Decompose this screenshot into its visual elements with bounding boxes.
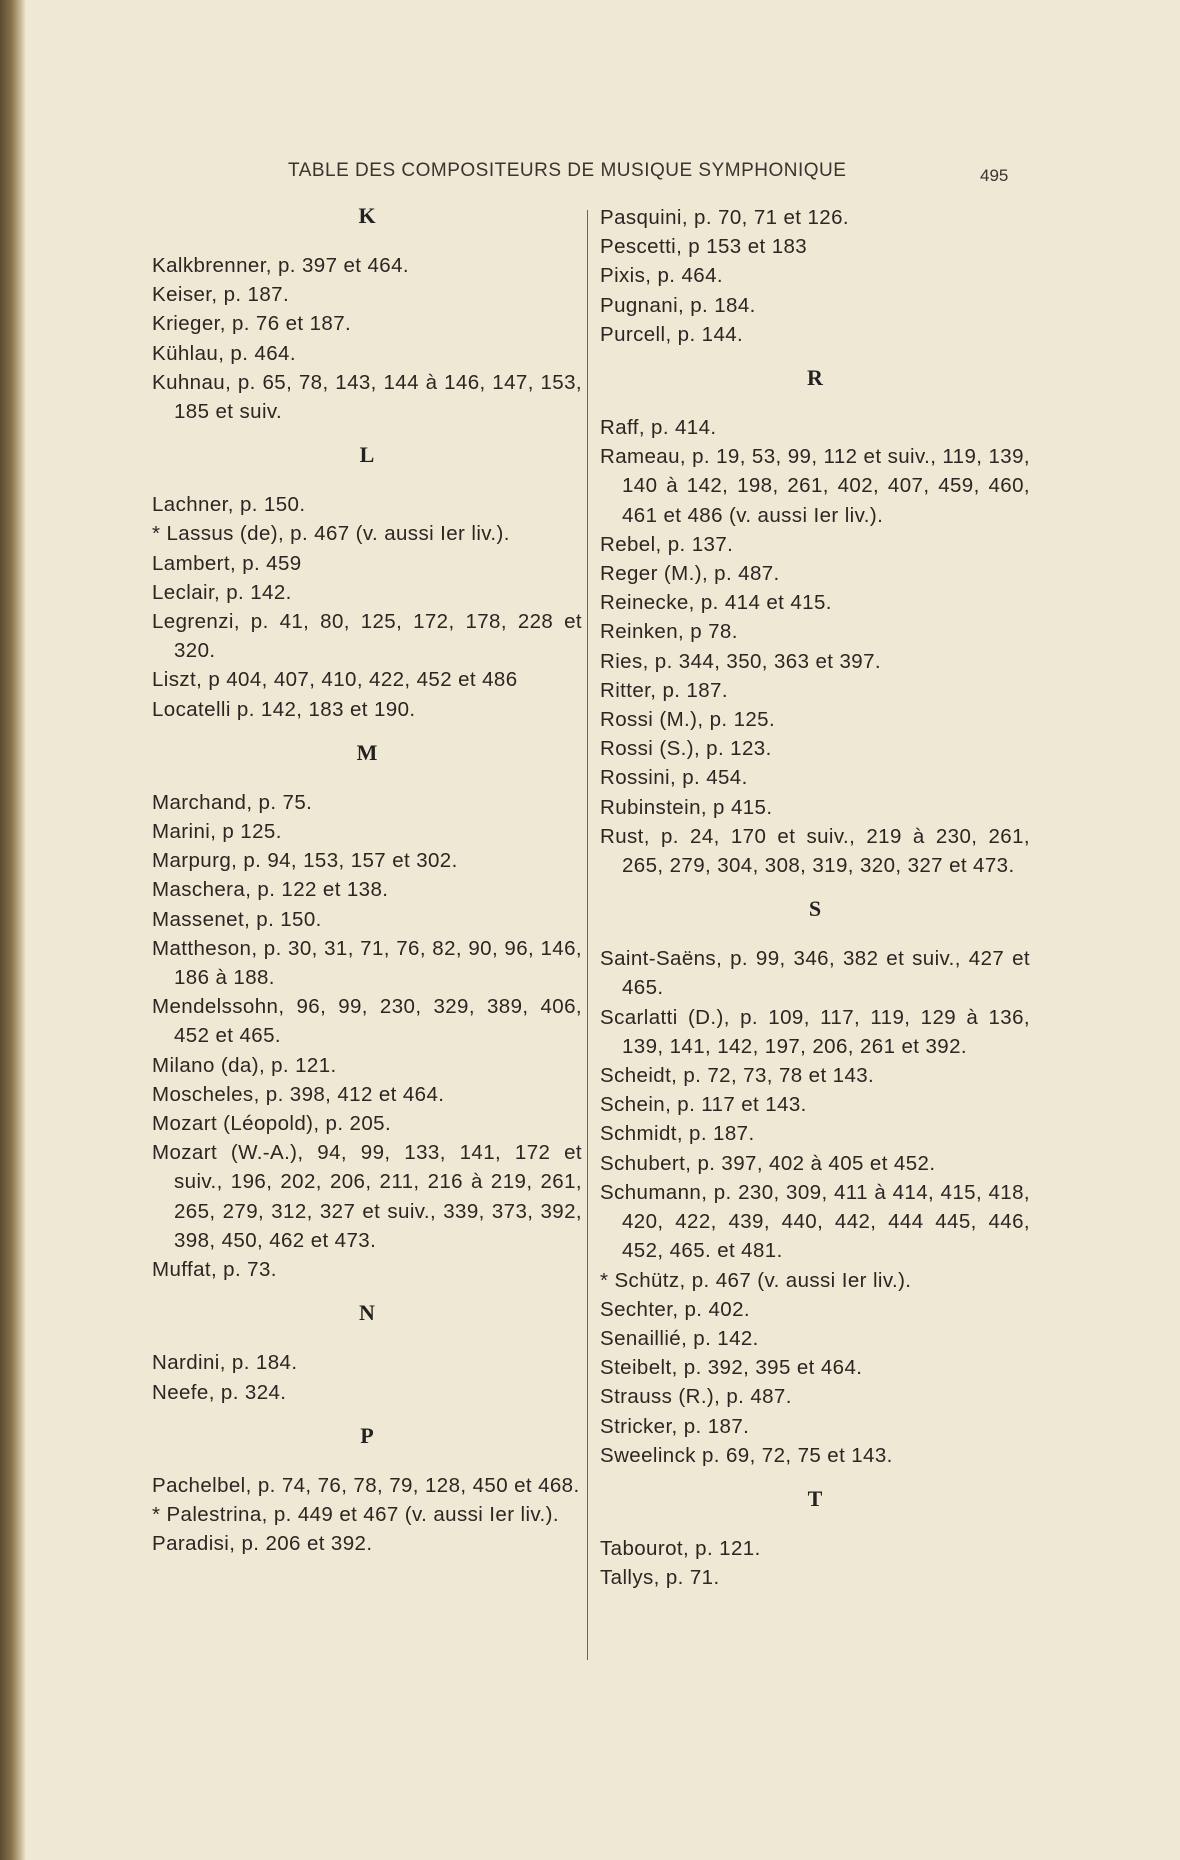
index-entry: Schubert, p. 397, 402 à 405 et 452. (600, 1151, 936, 1175)
index-entry: Rossi (S.), p. 123. (600, 737, 772, 761)
index-entry: Muffat, p. 73. (152, 1258, 277, 1282)
index-entry: Rubinstein, p 415. (600, 795, 773, 819)
index-entry: Moscheles, p. 398, 412 et 464. (152, 1082, 445, 1106)
index-entry: Reinken, p 78. (600, 620, 738, 644)
index-entry: Schein, p. 117 et 143. (600, 1093, 807, 1117)
index-entry: Kühlau, p. 464. (152, 341, 296, 365)
page-number: 495 (980, 166, 1009, 185)
index-entry: Schumann, p. 230, 309, 411 à 414, 415, 418, 420, 422, 439, 440, 442, 444 445, 446, 452, 465. et 481. (600, 1180, 1030, 1263)
index-entry: Sweelinck p. 69, 72, 75 et 143. (600, 1443, 893, 1467)
index-entry: Leclair, p. 142. (152, 580, 292, 604)
index-section (152, 203, 582, 426)
index-entry: Pachelbel, p. 74, 76, 78, 79, 128, 450 et 468. (152, 1473, 580, 1497)
index-entry: Nardini, p. 184. (152, 1351, 298, 1375)
index-entry: Maschera, p. 122 et 138. (152, 878, 389, 902)
page-binding-edge (0, 0, 26, 1860)
index-entry: Massenet, p. 150. (152, 907, 322, 931)
index-entry: Tallys, p. 71. (600, 1566, 720, 1590)
index-entry: Kuhnau, p. 65, 78, 143, 144 à 146, 147, 153, 185 et suiv. (152, 370, 582, 424)
index-entry: Pixis, p. 464. (600, 264, 723, 288)
index-section (600, 365, 1030, 880)
index-entry: Mozart (Léopold), p. 205. (152, 1112, 392, 1136)
index-entry: Reinecke, p. 414 et 415. (600, 591, 832, 615)
index-entry: Marini, p 125. (152, 820, 282, 844)
index-entry: Ritter, p. 187. (600, 678, 728, 702)
index-entry: Purcell, p. 144. (600, 322, 744, 346)
section-letter: L (359, 442, 375, 468)
section-letter: R (807, 365, 823, 391)
section-letter: P (360, 1422, 374, 1448)
index-section (600, 896, 1030, 1470)
index-entry: Neefe, p. 324. (152, 1380, 287, 1404)
section-letter: S (808, 896, 822, 922)
index-section (152, 740, 582, 1284)
index-entry: Rossi (M.), p. 125. (600, 708, 776, 732)
index-entry: Locatelli p. 142, 183 et 190. (152, 697, 416, 721)
index-entry: * Palestrina, p. 449 et 467 (v. aussi Ier liv.). (152, 1502, 559, 1526)
section-letter: M (356, 739, 378, 765)
index-entry: Pugnani, p. 184. (600, 293, 756, 317)
index-entry: Lachner, p. 150. (152, 493, 306, 517)
column-divider (587, 210, 588, 1660)
index-entry: Scarlatti (D.), p. 109, 117, 119, 129 à 136, 139, 141, 142, 197, 206, 261 et 392. (600, 1005, 1030, 1058)
section-letter: N (359, 1300, 375, 1326)
right-column (600, 203, 1030, 1598)
index-entry: Paradisi, p. 206 et 392. (152, 1532, 373, 1556)
index-entry: Steibelt, p. 392, 395 et 464. (600, 1356, 863, 1380)
index-entry: Stricker, p. 187. (600, 1414, 750, 1438)
index-entry: Scheidt, p. 72, 73, 78 et 143. (600, 1064, 875, 1088)
index-entry: Kalkbrenner, p. 397 et 464. (152, 254, 409, 277)
index-entry: Pescetti, p 153 et 183 (600, 235, 808, 259)
index-entry: Rossini, p. 454. (600, 766, 748, 790)
index-section (152, 1423, 582, 1559)
left-column (152, 203, 582, 1564)
index-entry: Marchand, p. 75. (152, 790, 313, 814)
index-entry: Mattheson, p. 30, 31, 71, 76, 82, 90, 96, 146, 186 à 188. (152, 936, 582, 990)
running-header: TABLE DES COMPOSITEURS DE MUSIQUE SYMPHONIQUE (288, 160, 847, 181)
section-letter: T (807, 1485, 823, 1511)
index-entry: Rebel, p. 137. (600, 532, 734, 556)
index-section (600, 203, 1030, 349)
index-entry: Saint-Saëns, p. 99, 346, 382 et suiv., 427 et 465. (600, 947, 1030, 1000)
index-entry: Lambert, p. 459 (152, 551, 302, 575)
index-entry: Strauss (R.), p. 487. (600, 1385, 792, 1409)
index-entry: Pasquini, p. 70, 71 et 126. (600, 206, 850, 229)
index-entry: Mendelssohn, 96, 99, 230, 329, 389, 406, 452 et 465. (152, 995, 582, 1048)
index-section (600, 1486, 1030, 1592)
index-entry: Tabourot, p. 121. (600, 1536, 761, 1560)
index-entry: Rust, p. 24, 170 et suiv., 219 à 230, 261, 265, 279, 304, 308, 319, 320, 327 et 473. (600, 824, 1030, 878)
index-entry: Milano (da), p. 121. (152, 1053, 337, 1077)
index-entry: Senaillié, p. 142. (600, 1326, 759, 1350)
index-entry: Raff, p. 414. (600, 416, 717, 440)
index-entry: Sechter, p. 402. (600, 1297, 750, 1321)
index-section (152, 1300, 582, 1406)
index-section (152, 442, 582, 724)
index-entry: Krieger, p. 76 et 187. (152, 312, 352, 336)
index-entry: Legrenzi, p. 41, 80, 125, 172, 178, 228 et 320. (152, 610, 582, 663)
index-entry: Rameau, p. 19, 53, 99, 112 et suiv., 119, 139, 140 à 142, 198, 261, 402, 407, 459, 460, 461 et 486 (v. aussi Ier liv.). (600, 445, 1030, 527)
index-entry: Liszt, p 404, 407, 410, 422, 452 et 486 (152, 668, 518, 692)
index-entry: Schmidt, p. 187. (600, 1122, 755, 1146)
index-entry: Mozart (W.-A.), 94, 99, 133, 141, 172 et suiv., 196, 202, 206, 211, 216 à 219, 261, 265, 279, 312, 327 et suiv., 339, 373, 392, 398, 450, 462 et 473. (152, 1141, 582, 1252)
index-entry: Reger (M.), p. 487. (600, 562, 780, 586)
index-entry: * Schütz, p. 467 (v. aussi Ier liv.). (600, 1268, 912, 1292)
index-entry: Keiser, p. 187. (152, 283, 290, 307)
index-entry: * Lassus (de), p. 467 (v. aussi Ier liv.). (152, 522, 510, 546)
index-entry: Ries, p. 344, 350, 363 et 397. (600, 649, 881, 673)
index-entry: Marpurg, p. 94, 153, 157 et 302. (152, 849, 458, 873)
section-letter: K (358, 203, 376, 228)
